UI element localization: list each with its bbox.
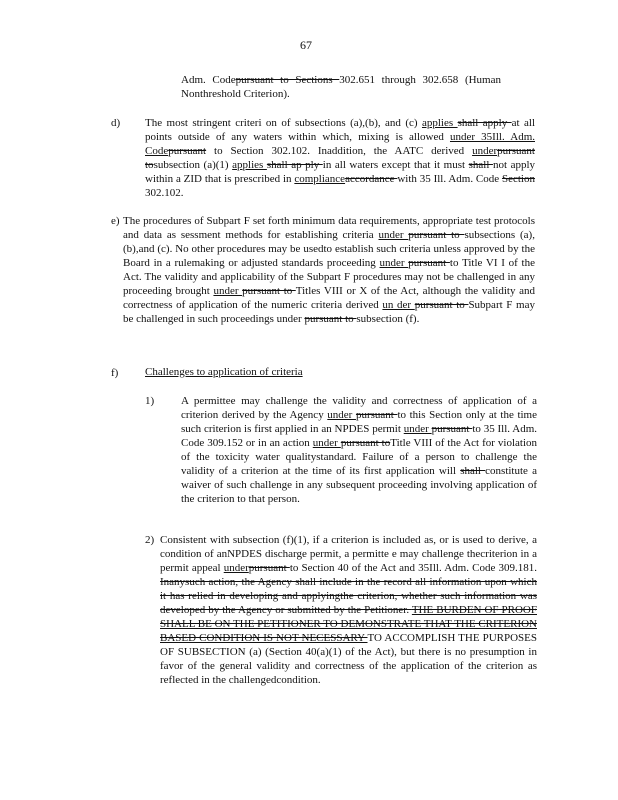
text-run: at all points outside of any waters within which, mixing is allowed [145,117,535,143]
deleted-text: pursuant to [242,285,296,297]
deleted-text: Section [501,173,535,185]
deleted-text: pursuant [408,257,450,269]
inserted-text: applies [421,117,458,129]
text-run: in all waters except that it must [322,159,469,171]
deleted-text: Inanysuch action, the Agency shall include in the record all information upon which it has relied in developing and applyingthe criterion, whether such information was developed by the Agency or submitted by the Petitioner. [160,576,537,616]
text-run: subsection (a)(1) [153,159,233,171]
text-run: with 35 Ill. Adm. Code [397,173,502,185]
section-e-text [123,214,535,326]
deleted-text: shall [468,159,493,171]
text-run: Adm. Code [181,74,236,86]
text-run: not apply within a ZID that is prescribed in [145,159,536,185]
text-run: 302.102. [145,187,184,199]
deleted-text: shall ap ply [266,159,323,171]
item-2-text [160,533,537,687]
deleted-text: accordance [345,173,398,185]
text-run: Titles VIII or X of the Act, although the validity and correctness of application of the numeric criteria derived [123,285,536,311]
text-run: Title VIII of the Act for violation of the toxicity water qualitystandard. Failure of a person to challenge the validity of a criterion at the time of its first application will [181,437,537,477]
continuation-text [181,73,501,101]
section-e-label: e) [111,215,120,227]
text-run: TO ACCOMPLISH THE PURPOSES OF SUBSECTION (a) (Section 40(a)(1) of the Act), but there is no presumption in favor of the general validity and correctness of the application of the criterion as reflected in the challengedcondition. [160,632,537,686]
deleted-text: pursuant [431,423,473,435]
item-1-text [181,394,537,506]
inserted-text: under [472,145,498,157]
text-run: to 35 Ill. Adm. Code 309.152 or in an action [181,423,537,449]
inserted-text: under [327,409,356,421]
inserted-text: under [213,285,243,297]
inserted-text: under [403,423,432,435]
section-f-heading: Challenges to application of criteria [145,366,303,378]
deleted-text: pursuant to [414,299,469,311]
deleted-text: pursuant [248,562,290,574]
inserted-text: applies [232,159,267,171]
text-run: The procedures of Subpart F set forth minimum data requirements, appropriate test protocols and data as sessment methods for establishing criteria [123,215,535,241]
text-run: Subpart F may be challenged in such proceedings under [123,299,535,325]
inserted-text: under [223,562,249,574]
inserted-text: under [379,257,409,269]
text-run: The most stringent criteri on of subsections (a),(b), and (c) [145,117,422,129]
deleted-text: pursuant [168,145,207,157]
inserted-text: compliance [294,173,346,185]
deleted-text: shall apply [457,117,512,129]
inserted-text: under 35Ill. Adm. Code [145,131,535,157]
deleted-text: pursuant to [340,437,391,449]
inserted-text: under [312,437,341,449]
text-run: A permittee may challenge the validity and correctness of application of a criterion derived by the Agency [181,395,537,421]
text-run: constitute a waiver of such challenge in any subsequent proceeding involving application of the criterion to that person. [181,465,537,505]
text-run: to Title VI I of the Act. The validity and applicability of the Subpart F procedures may not be challenged in any proceeding brought [123,257,535,297]
deleted-text: pursuant to [145,145,535,171]
deleted-text: pursuant to [304,313,357,325]
text-run: to Section 40 of the Act and 35Ill. Adm. Code 309.181. [289,562,538,574]
section-d-text [145,116,535,200]
text-run: to this Section only at the time such criterion is first applied in an NPDES permit [181,409,537,435]
text-run: 302.651 through 302.658 (Human Nonthreshold Criterion). [181,74,501,100]
section-f-label: f) [111,367,119,379]
inserted-text: un der [382,299,415,311]
deleted-text: shall [460,465,486,477]
text-run: subsections (a), (b),and (c). No other procedures may be usedto establish such criteria unless approved by the Board in a rulemaking or adjusted standards proceeding [123,229,535,269]
inserted-deleted-text: THE BURDEN OF PROOF SHALL BE ON THE PETITIONER TO DEMONSTRATE THAT THE CRITERION BASED CONDITION IS NOT NECESSARY [160,604,537,644]
text-run: Consistent with subsection (f)(1), if a criterion is included as, or is used to derive, a condition of anNPDES discharge permit, a permitte e may challenge thecriterion in a permit appeal [160,534,537,574]
page-number: 67 [300,38,312,52]
deleted-text: pursuant [355,409,398,421]
item-1-label: 1) [145,395,155,407]
item-2-label: 2) [145,534,155,546]
deleted-text: pursuant to Sections [235,74,340,86]
section-d-label: d) [111,117,121,129]
text-run: to Section 302.102. Inaddition, the AATC derived [206,145,473,157]
inserted-text: under [378,229,409,241]
text-run: subsection (f). [356,313,420,325]
deleted-text: pursuant to [408,229,465,241]
